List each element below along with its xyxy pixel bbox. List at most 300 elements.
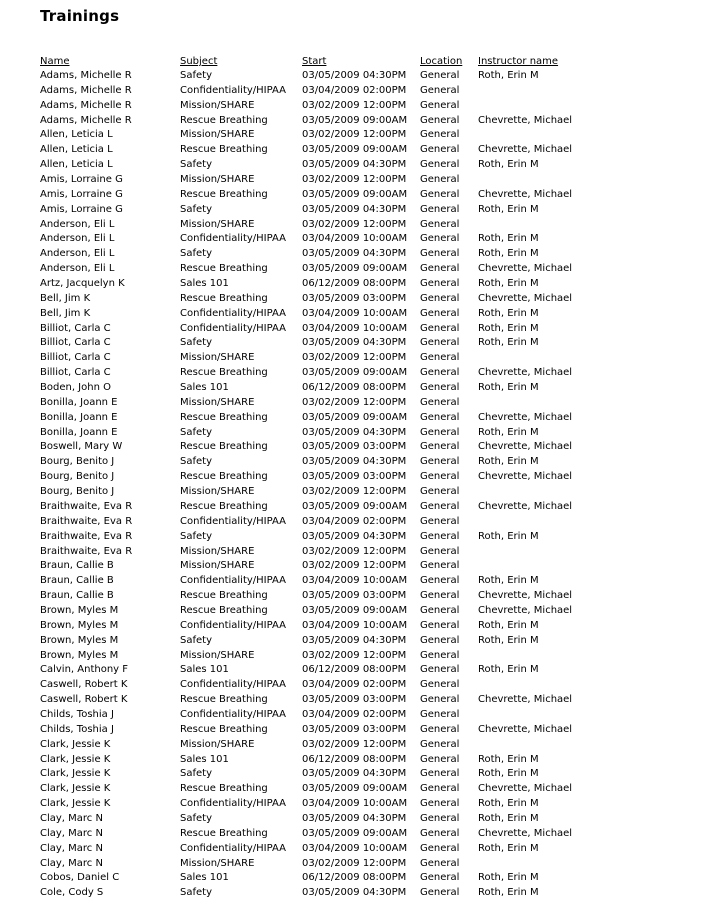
cell-location: General (420, 619, 460, 631)
cell-name: Clay, Marc N (40, 857, 103, 869)
cell-location: General (420, 783, 460, 795)
cell-name: Boswell, Mary W (40, 441, 123, 453)
cell-subject: Rescue Breathing (180, 590, 268, 602)
table-row (0, 382, 718, 397)
cell-name: Amis, Lorraine G (40, 203, 123, 215)
cell-instructor: Roth, Erin M (478, 382, 539, 394)
cell-start: 03/05/2009 04:30PM (302, 248, 407, 260)
table-row (0, 724, 718, 739)
cell-location: General (420, 248, 460, 260)
cell-name: Childs, Toshia J (40, 723, 114, 735)
cell-start: 03/04/2009 10:00AM (302, 307, 408, 319)
cell-location: General (420, 530, 460, 542)
cell-name: Bonilla, Joann E (40, 426, 118, 438)
cell-start: 03/02/2009 12:00PM (302, 218, 407, 230)
cell-subject: Rescue Breathing (180, 827, 268, 839)
cell-instructor: Chevrette, Michael (478, 114, 573, 126)
cell-subject: Rescue Breathing (180, 604, 268, 616)
cell-start: 06/12/2009 08:00PM (302, 382, 407, 394)
cell-instructor: Roth, Erin M (478, 768, 539, 780)
cell-instructor: Roth, Erin M (478, 248, 539, 260)
table-row (0, 694, 718, 709)
cell-subject: Confidentiality/HIPAA (180, 515, 286, 527)
cell-subject: Mission/SHARE (180, 738, 255, 750)
cell-instructor: Chevrette, Michael (478, 263, 573, 275)
cell-name: Clay, Marc N (40, 842, 103, 854)
table-row (0, 887, 718, 902)
cell-start: 03/05/2009 04:30PM (302, 426, 407, 438)
cell-start: 06/12/2009 08:00PM (302, 872, 407, 884)
cell-location: General (420, 604, 460, 616)
cell-instructor: Chevrette, Michael (478, 590, 573, 602)
cell-name: Allen, Leticia L (40, 144, 113, 156)
cell-subject: Confidentiality/HIPAA (180, 322, 286, 334)
trainings-table-body (0, 70, 718, 902)
cell-location: General (420, 218, 460, 230)
cell-subject: Mission/SHARE (180, 99, 255, 111)
cell-subject: Rescue Breathing (180, 263, 268, 275)
table-row (0, 323, 718, 338)
table-row (0, 471, 718, 486)
cell-location: General (420, 426, 460, 438)
cell-start: 03/05/2009 09:00AM (302, 604, 408, 616)
table-row (0, 412, 718, 427)
table-row (0, 679, 718, 694)
cell-start: 03/05/2009 03:00PM (302, 471, 407, 483)
cell-subject: Rescue Breathing (180, 694, 268, 706)
cell-start: 03/05/2009 03:00PM (302, 292, 407, 304)
cell-name: Cobos, Daniel C (40, 872, 120, 884)
table-row (0, 263, 718, 278)
cell-start: 03/04/2009 02:00PM (302, 679, 407, 691)
cell-instructor: Chevrette, Michael (478, 604, 573, 616)
cell-name: Braithwaite, Eva R (40, 530, 133, 542)
cell-start: 03/05/2009 04:30PM (302, 634, 407, 646)
cell-start: 03/05/2009 04:30PM (302, 887, 407, 899)
cell-location: General (420, 723, 460, 735)
cell-start: 03/04/2009 10:00AM (302, 233, 408, 245)
cell-start: 03/05/2009 09:00AM (302, 114, 408, 126)
cell-subject: Sales 101 (180, 278, 229, 290)
cell-location: General (420, 307, 460, 319)
table-row (0, 367, 718, 382)
cell-start: 03/04/2009 10:00AM (302, 798, 408, 810)
cell-location: General (420, 560, 460, 572)
cell-name: Bonilla, Joann E (40, 396, 118, 408)
cell-instructor: Chevrette, Michael (478, 188, 573, 200)
cell-name: Bell, Jim K (40, 292, 91, 304)
table-row (0, 456, 718, 471)
table-row (0, 739, 718, 754)
cell-start: 03/04/2009 10:00AM (302, 619, 408, 631)
cell-subject: Safety (180, 203, 212, 215)
table-row (0, 783, 718, 798)
cell-subject: Safety (180, 70, 212, 81)
cell-location: General (420, 887, 460, 899)
cell-subject: Safety (180, 634, 212, 646)
cell-start: 03/02/2009 12:00PM (302, 738, 407, 750)
cell-instructor: Roth, Erin M (478, 322, 539, 334)
table-row (0, 754, 718, 769)
cell-start: 03/05/2009 09:00AM (302, 263, 408, 275)
cell-instructor: Roth, Erin M (478, 233, 539, 245)
cell-name: Braithwaite, Eva R (40, 500, 133, 512)
table-row (0, 560, 718, 575)
cell-name: Brown, Myles M (40, 619, 119, 631)
table-row (0, 516, 718, 531)
cell-subject: Mission/SHARE (180, 857, 255, 869)
cell-location: General (420, 456, 460, 468)
cell-location: General (420, 708, 460, 720)
cell-start: 03/04/2009 02:00PM (302, 84, 407, 96)
cell-location: General (420, 233, 460, 245)
cell-name: Clark, Jessie K (40, 768, 111, 780)
cell-instructor: Roth, Erin M (478, 842, 539, 854)
cell-location: General (420, 188, 460, 200)
cell-name: Allen, Leticia L (40, 129, 113, 141)
cell-instructor: Roth, Erin M (478, 426, 539, 438)
column-header-name: Name (40, 56, 70, 67)
cell-location: General (420, 515, 460, 527)
cell-start: 03/05/2009 04:30PM (302, 768, 407, 780)
column-header-location: Location (420, 56, 463, 67)
cell-location: General (420, 590, 460, 602)
cell-start: 03/05/2009 04:30PM (302, 456, 407, 468)
cell-start: 03/05/2009 04:30PM (302, 159, 407, 171)
table-row (0, 337, 718, 352)
cell-name: Bourg, Benito J (40, 486, 115, 498)
cell-location: General (420, 545, 460, 557)
cell-instructor: Roth, Erin M (478, 664, 539, 676)
cell-start: 03/02/2009 12:00PM (302, 857, 407, 869)
cell-start: 06/12/2009 08:00PM (302, 753, 407, 765)
cell-start: 03/05/2009 04:30PM (302, 530, 407, 542)
cell-instructor: Chevrette, Michael (478, 783, 573, 795)
cell-location: General (420, 768, 460, 780)
cell-instructor: Roth, Erin M (478, 159, 539, 171)
cell-start: 03/05/2009 09:00AM (302, 411, 408, 423)
table-header (0, 56, 718, 70)
cell-subject: Rescue Breathing (180, 441, 268, 453)
cell-start: 03/05/2009 04:30PM (302, 203, 407, 215)
cell-location: General (420, 159, 460, 171)
cell-name: Amis, Lorraine G (40, 188, 123, 200)
table-row (0, 531, 718, 546)
cell-location: General (420, 396, 460, 408)
cell-subject: Rescue Breathing (180, 723, 268, 735)
cell-location: General (420, 827, 460, 839)
table-row (0, 858, 718, 873)
cell-start: 03/04/2009 02:00PM (302, 708, 407, 720)
cell-subject: Mission/SHARE (180, 174, 255, 186)
cell-subject: Mission/SHARE (180, 560, 255, 572)
cell-location: General (420, 471, 460, 483)
cell-name: Billiot, Carla C (40, 352, 111, 364)
cell-instructor: Roth, Erin M (478, 337, 539, 349)
table-row (0, 828, 718, 843)
cell-start: 03/04/2009 10:00AM (302, 575, 408, 587)
cell-subject: Safety (180, 812, 212, 824)
cell-location: General (420, 649, 460, 661)
cell-location: General (420, 500, 460, 512)
table-row (0, 293, 718, 308)
cell-start: 03/05/2009 09:00AM (302, 188, 408, 200)
cell-subject: Safety (180, 426, 212, 438)
cell-location: General (420, 634, 460, 646)
table-row (0, 650, 718, 665)
cell-name: Clark, Jessie K (40, 798, 111, 810)
cell-location: General (420, 441, 460, 453)
table-row (0, 798, 718, 813)
cell-subject: Safety (180, 887, 212, 899)
cell-subject: Confidentiality/HIPAA (180, 307, 286, 319)
table-row (0, 189, 718, 204)
cell-subject: Sales 101 (180, 664, 229, 676)
cell-start: 03/05/2009 03:00PM (302, 694, 407, 706)
cell-name: Boden, John O (40, 382, 111, 394)
cell-subject: Rescue Breathing (180, 367, 268, 379)
table-row (0, 605, 718, 620)
table-row (0, 590, 718, 605)
table-row (0, 352, 718, 367)
cell-subject: Mission/SHARE (180, 129, 255, 141)
cell-start: 03/02/2009 12:00PM (302, 352, 407, 364)
cell-subject: Confidentiality/HIPAA (180, 619, 286, 631)
cell-location: General (420, 263, 460, 275)
cell-subject: Sales 101 (180, 753, 229, 765)
cell-instructor: Chevrette, Michael (478, 441, 573, 453)
cell-name: Bourg, Benito J (40, 471, 115, 483)
cell-location: General (420, 486, 460, 498)
cell-start: 03/05/2009 09:00AM (302, 500, 408, 512)
cell-name: Bell, Jim K (40, 307, 91, 319)
cell-name: Bourg, Benito J (40, 456, 115, 468)
cell-subject: Confidentiality/HIPAA (180, 708, 286, 720)
cell-subject: Mission/SHARE (180, 486, 255, 498)
cell-location: General (420, 411, 460, 423)
cell-start: 06/12/2009 08:00PM (302, 664, 407, 676)
table-row (0, 768, 718, 783)
table-row (0, 248, 718, 263)
cell-subject: Mission/SHARE (180, 218, 255, 230)
cell-location: General (420, 70, 460, 81)
cell-name: Braithwaite, Eva R (40, 515, 133, 527)
cell-subject: Mission/SHARE (180, 649, 255, 661)
cell-location: General (420, 114, 460, 126)
cell-subject: Mission/SHARE (180, 352, 255, 364)
cell-location: General (420, 842, 460, 854)
cell-name: Amis, Lorraine G (40, 174, 123, 186)
cell-name: Calvin, Anthony F (40, 664, 129, 676)
cell-subject: Rescue Breathing (180, 188, 268, 200)
table-row (0, 278, 718, 293)
cell-name: Clark, Jessie K (40, 783, 111, 795)
cell-start: 03/05/2009 09:00AM (302, 783, 408, 795)
cell-start: 03/02/2009 12:00PM (302, 545, 407, 557)
table-row (0, 159, 718, 174)
table-row (0, 843, 718, 858)
table-row (0, 501, 718, 516)
table-row (0, 575, 718, 590)
table-row (0, 486, 718, 501)
cell-instructor: Chevrette, Michael (478, 367, 573, 379)
cell-name: Billiot, Carla C (40, 337, 111, 349)
cell-instructor: Chevrette, Michael (478, 500, 573, 512)
cell-start: 03/04/2009 10:00AM (302, 842, 408, 854)
cell-start: 03/02/2009 12:00PM (302, 99, 407, 111)
cell-instructor: Chevrette, Michael (478, 292, 573, 304)
cell-instructor: Roth, Erin M (478, 456, 539, 468)
cell-location: General (420, 129, 460, 141)
cell-instructor: Chevrette, Michael (478, 144, 573, 156)
cell-start: 03/05/2009 09:00AM (302, 827, 408, 839)
table-row (0, 441, 718, 456)
cell-name: Clark, Jessie K (40, 738, 111, 750)
cell-name: Anderson, Eli L (40, 218, 115, 230)
table-row (0, 129, 718, 144)
cell-location: General (420, 203, 460, 215)
cell-name: Brown, Myles M (40, 649, 119, 661)
cell-name: Billiot, Carla C (40, 322, 111, 334)
cell-name: Brown, Myles M (40, 604, 119, 616)
cell-name: Artz, Jacquelyn K (40, 278, 125, 290)
cell-name: Bonilla, Joann E (40, 411, 118, 423)
cell-location: General (420, 798, 460, 810)
cell-instructor: Chevrette, Michael (478, 694, 573, 706)
table-row (0, 144, 718, 159)
cell-subject: Confidentiality/HIPAA (180, 233, 286, 245)
cell-name: Caswell, Robert K (40, 694, 128, 706)
cell-start: 03/05/2009 03:00PM (302, 590, 407, 602)
cell-instructor: Roth, Erin M (478, 70, 539, 81)
table-row (0, 100, 718, 115)
cell-instructor: Chevrette, Michael (478, 411, 573, 423)
cell-location: General (420, 278, 460, 290)
cell-name: Brown, Myles M (40, 634, 119, 646)
cell-subject: Rescue Breathing (180, 144, 268, 156)
cell-location: General (420, 575, 460, 587)
cell-name: Braun, Callie B (40, 575, 114, 587)
cell-name: Adams, Michelle R (40, 99, 132, 111)
cell-start: 03/02/2009 12:00PM (302, 560, 407, 572)
cell-start: 03/02/2009 12:00PM (302, 486, 407, 498)
table-row (0, 204, 718, 219)
cell-name: Adams, Michelle R (40, 84, 132, 96)
cell-start: 03/02/2009 12:00PM (302, 649, 407, 661)
table-row (0, 85, 718, 100)
cell-name: Braithwaite, Eva R (40, 545, 133, 557)
table-row (0, 620, 718, 635)
cell-start: 03/04/2009 10:00AM (302, 322, 408, 334)
table-row (0, 70, 718, 85)
cell-name: Childs, Toshia J (40, 708, 114, 720)
table-row (0, 427, 718, 442)
cell-name: Allen, Leticia L (40, 159, 113, 171)
cell-instructor: Roth, Erin M (478, 798, 539, 810)
table-row (0, 115, 718, 130)
cell-location: General (420, 322, 460, 334)
cell-location: General (420, 679, 460, 691)
table-row (0, 233, 718, 248)
cell-start: 03/05/2009 03:00PM (302, 723, 407, 735)
cell-subject: Rescue Breathing (180, 411, 268, 423)
cell-subject: Sales 101 (180, 382, 229, 394)
table-row (0, 174, 718, 189)
page-title: Trainings (40, 7, 120, 25)
cell-name: Anderson, Eli L (40, 248, 115, 260)
cell-subject: Rescue Breathing (180, 471, 268, 483)
cell-subject: Safety (180, 768, 212, 780)
cell-instructor: Chevrette, Michael (478, 827, 573, 839)
cell-subject: Safety (180, 337, 212, 349)
table-row (0, 397, 718, 412)
cell-instructor: Chevrette, Michael (478, 723, 573, 735)
cell-name: Caswell, Robert K (40, 679, 128, 691)
cell-subject: Safety (180, 530, 212, 542)
cell-start: 03/05/2009 04:30PM (302, 337, 407, 349)
cell-name: Anderson, Eli L (40, 233, 115, 245)
cell-subject: Confidentiality/HIPAA (180, 798, 286, 810)
cell-instructor: Roth, Erin M (478, 812, 539, 824)
cell-subject: Confidentiality/HIPAA (180, 84, 286, 96)
cell-subject: Confidentiality/HIPAA (180, 575, 286, 587)
column-header-instructor: Instructor name (478, 56, 559, 67)
cell-instructor: Roth, Erin M (478, 530, 539, 542)
column-header-subject: Subject (180, 56, 218, 67)
cell-start: 06/12/2009 08:00PM (302, 278, 407, 290)
table-row (0, 709, 718, 724)
cell-name: Adams, Michelle R (40, 114, 132, 126)
cell-location: General (420, 337, 460, 349)
cell-start: 03/02/2009 12:00PM (302, 396, 407, 408)
table-row (0, 219, 718, 234)
cell-instructor: Roth, Erin M (478, 575, 539, 587)
cell-instructor: Roth, Erin M (478, 619, 539, 631)
cell-subject: Mission/SHARE (180, 396, 255, 408)
cell-subject: Rescue Breathing (180, 783, 268, 795)
table-row (0, 546, 718, 561)
cell-subject: Safety (180, 456, 212, 468)
cell-location: General (420, 857, 460, 869)
cell-subject: Rescue Breathing (180, 114, 268, 126)
cell-start: 03/05/2009 09:00AM (302, 144, 408, 156)
cell-location: General (420, 144, 460, 156)
cell-start: 03/04/2009 02:00PM (302, 515, 407, 527)
cell-name: Adams, Michelle R (40, 70, 132, 81)
cell-location: General (420, 382, 460, 394)
cell-subject: Confidentiality/HIPAA (180, 842, 286, 854)
cell-instructor: Roth, Erin M (478, 634, 539, 646)
cell-location: General (420, 99, 460, 111)
cell-location: General (420, 664, 460, 676)
cell-instructor: Roth, Erin M (478, 203, 539, 215)
cell-location: General (420, 738, 460, 750)
cell-start: 03/05/2009 03:00PM (302, 441, 407, 453)
column-header-start: Start (302, 56, 327, 67)
cell-location: General (420, 367, 460, 379)
table-row (0, 872, 718, 887)
cell-name: Braun, Callie B (40, 560, 114, 572)
cell-name: Clay, Marc N (40, 812, 103, 824)
cell-name: Clark, Jessie K (40, 753, 111, 765)
cell-location: General (420, 352, 460, 364)
table-row (0, 664, 718, 679)
cell-instructor: Chevrette, Michael (478, 471, 573, 483)
cell-location: General (420, 872, 460, 884)
cell-name: Billiot, Carla C (40, 367, 111, 379)
cell-subject: Mission/SHARE (180, 545, 255, 557)
cell-location: General (420, 694, 460, 706)
